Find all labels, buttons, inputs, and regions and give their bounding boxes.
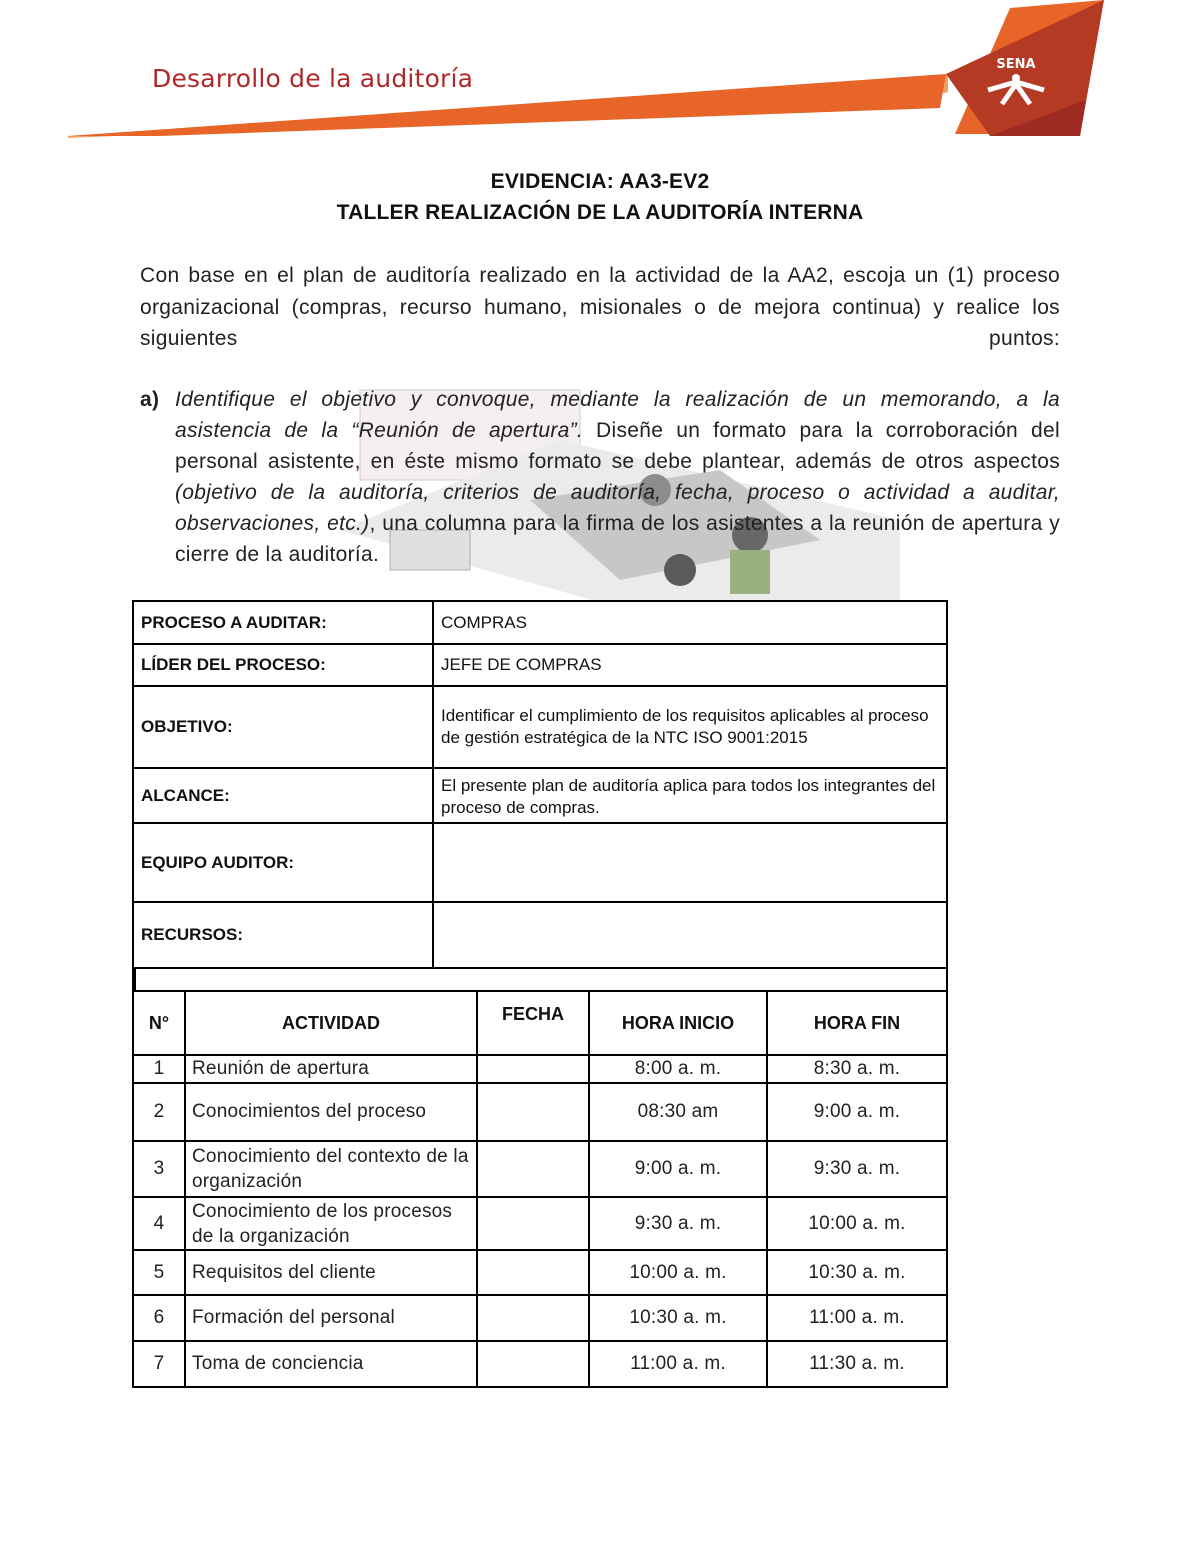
- item-a-part4: , una columna para la firma de los asistentes a la reunión de apertura y cierre de la auditoría.: [175, 512, 1060, 566]
- item-a-part2: Diseñe un formato para la corroboración del personal asistente, en éste mismo formato se debe plantear, además de otros aspectos: [175, 419, 1060, 473]
- row-activity: Requisitos del cliente: [185, 1250, 477, 1295]
- col-header-activity: ACTIVIDAD: [185, 991, 477, 1055]
- item-a-letter: a): [140, 388, 160, 411]
- row-num: 1: [133, 1055, 185, 1083]
- row-num: 5: [133, 1250, 185, 1295]
- table-row: [133, 644, 947, 686]
- row-num: 6: [133, 1295, 185, 1341]
- info-key: RECURSOS:: [133, 902, 433, 968]
- table-row: [133, 1295, 947, 1341]
- row-start: 10:00 a. m.: [589, 1250, 767, 1295]
- info-value: [433, 823, 947, 902]
- row-start: 9:00 a. m.: [589, 1141, 767, 1197]
- row-end: 8:30 a. m.: [767, 1055, 947, 1083]
- row-end: 9:00 a. m.: [767, 1083, 947, 1141]
- row-date: [477, 1250, 589, 1295]
- row-start: 11:00 a. m.: [589, 1341, 767, 1387]
- sena-logo: [978, 46, 1054, 106]
- schedule-table: [132, 990, 948, 1388]
- table-row: [133, 601, 947, 644]
- row-start: 8:00 a. m.: [589, 1055, 767, 1083]
- row-activity: Toma de conciencia: [185, 1341, 477, 1387]
- table-row: [133, 1197, 947, 1250]
- info-key: PROCESO A AUDITAR:: [133, 601, 433, 644]
- row-date: [477, 1083, 589, 1141]
- row-end: 11:30 a. m.: [767, 1341, 947, 1387]
- info-value: El presente plan de auditoría aplica para todos los integrantes del proceso de compras.: [433, 768, 947, 823]
- row-date: [477, 1295, 589, 1341]
- row-start: 08:30 am: [589, 1083, 767, 1141]
- table-row: [133, 1141, 947, 1197]
- intro-paragraph: Con base en el plan de auditoría realizado en la actividad de la AA2, escoja un (1) proceso organizacional (compras, recurso humano, misionales o de mejora continua) y realice los siguientes puntos:: [140, 264, 1060, 350]
- table-row: [133, 1341, 947, 1387]
- info-value: JEFE DE COMPRAS: [433, 644, 947, 686]
- row-activity: Conocimiento de los procesos de la organización: [185, 1197, 477, 1250]
- row-num: 4: [133, 1197, 185, 1250]
- audit-info-table: [132, 600, 948, 969]
- row-activity: Conocimientos del proceso: [185, 1083, 477, 1141]
- info-key: ALCANCE:: [133, 768, 433, 823]
- table-row: [133, 902, 947, 968]
- col-header-date: FECHA: [477, 991, 589, 1055]
- row-date: [477, 1197, 589, 1250]
- row-num: 2: [133, 1083, 185, 1141]
- table-spacer: [132, 968, 948, 990]
- table-header-row: [133, 991, 947, 1055]
- table-row: [133, 768, 947, 823]
- row-activity: Reunión de apertura: [185, 1055, 477, 1083]
- logo-text: SENA: [996, 57, 1036, 72]
- table-row: [133, 1083, 947, 1141]
- row-activity: Conocimiento del contexto de la organización: [185, 1141, 477, 1197]
- col-header-num: N°: [133, 991, 185, 1055]
- table-row: [133, 686, 947, 768]
- row-start: 9:30 a. m.: [589, 1197, 767, 1250]
- row-end: 10:30 a. m.: [767, 1250, 947, 1295]
- row-start: 10:30 a. m.: [589, 1295, 767, 1341]
- row-num: 7: [133, 1341, 185, 1387]
- row-end: 9:30 a. m.: [767, 1141, 947, 1197]
- info-value: Identificar el cumplimiento de los requisitos aplicables al proceso de gestión estratégica de la NTC ISO 9001:2015: [433, 686, 947, 768]
- item-a: [140, 384, 1060, 570]
- col-header-start: HORA INICIO: [589, 991, 767, 1055]
- row-num: 3: [133, 1141, 185, 1197]
- info-key: OBJETIVO:: [133, 686, 433, 768]
- row-date: [477, 1341, 589, 1387]
- row-end: 11:00 a. m.: [767, 1295, 947, 1341]
- table-row: [133, 823, 947, 902]
- item-a-body: [175, 384, 1060, 570]
- evidence-code: EVIDENCIA: AA3-EV2: [490, 170, 710, 193]
- row-activity: Formación del personal: [185, 1295, 477, 1341]
- table-row: [133, 1250, 947, 1295]
- item-a-part1: Identifique el objetivo y convoque, mediante la realización de un memorando, a la asistencia de la “Reunión de apertura”.: [175, 388, 1060, 442]
- table-row: [133, 1055, 947, 1083]
- info-key: LÍDER DEL PROCESO:: [133, 644, 433, 686]
- page-header-title: Desarrollo de la auditoría: [152, 64, 474, 93]
- row-date: [477, 1055, 589, 1083]
- info-value: [433, 902, 947, 968]
- col-header-end: HORA FIN: [767, 991, 947, 1055]
- info-key: EQUIPO AUDITOR:: [133, 823, 433, 902]
- row-end: 10:00 a. m.: [767, 1197, 947, 1250]
- info-value: COMPRAS: [433, 601, 947, 644]
- row-date: [477, 1141, 589, 1197]
- item-a-part3: (objetivo de la auditoría, criterios de auditoría, fecha, proceso o actividad a auditar, observaciones, etc.): [175, 481, 1060, 535]
- evidence-title: TALLER REALIZACIÓN DE LA AUDITORÍA INTERNA: [336, 201, 864, 224]
